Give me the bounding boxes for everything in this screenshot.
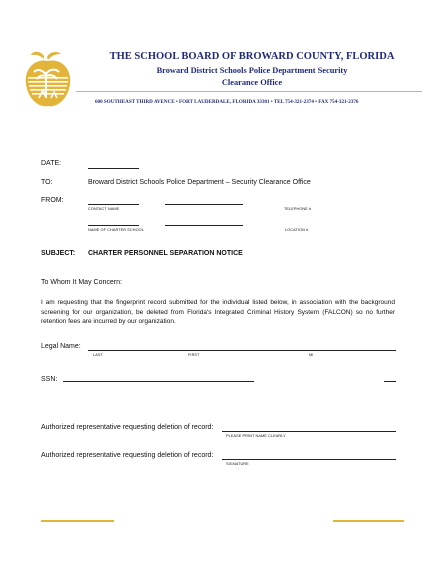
auth-print-label: Authorized representative requesting deletion of record: — [41, 424, 214, 431]
last-name-caption: LAST — [93, 353, 103, 357]
telephone-caption: TELEPHONE # — [284, 207, 312, 211]
from-label: FROM: — [41, 197, 64, 204]
contact-name-line[interactable] — [88, 204, 139, 205]
first-name-caption: FIRST — [188, 353, 200, 357]
auth-signature-label: Authorized representative requesting deletion of record: — [41, 452, 214, 459]
subject-label: SUBJECT: — [41, 250, 76, 257]
charter-school-line[interactable] — [88, 225, 139, 226]
letterhead-subtitle-line2: Clearance Office — [221, 78, 283, 87]
footer-accent-left — [41, 520, 114, 522]
header-divider — [76, 91, 422, 92]
to-label: TO: — [41, 179, 53, 186]
auth-print-caption: PLEASE PRINT NAME CLEARLY — [226, 434, 286, 438]
date-field-line[interactable] — [88, 168, 139, 169]
letterhead-address: 600 SOUTHEAST THIRD AVENCE • FORT LAUDERDALE, FLORIDA 33301 • TEL 754-321-2374 • FAX 754-321-2376 — [95, 99, 359, 105]
auth-signature-line[interactable] — [222, 459, 396, 460]
legal-name-line[interactable] — [88, 350, 396, 351]
legal-name-label: Legal Name: — [41, 343, 81, 350]
contact-name-caption: CONTACT NAME — [88, 207, 120, 211]
date-label: DATE: — [41, 160, 62, 167]
to-value: Broward District Schools Police Department – Security Clearance Office — [88, 179, 311, 186]
footer-accent-right — [333, 520, 404, 522]
middle-initial-caption: MI — [309, 353, 314, 357]
auth-signature-caption: SIGNATURE — [226, 462, 249, 466]
ssn-extra-line[interactable] — [384, 381, 396, 382]
charter-school-caption: NAME OF CHARTER SCHOOL — [88, 228, 144, 232]
location-caption: LOCATION # — [285, 228, 309, 232]
school-board-logo-icon — [22, 50, 74, 110]
salutation: To Whom It May Concern: — [41, 279, 122, 286]
auth-print-line[interactable] — [222, 431, 396, 432]
subject-value: CHARTER PERSONNEL SEPARATION NOTICE — [88, 250, 243, 257]
letterhead-title: THE SCHOOL BOARD OF BROWARD COUNTY, FLORIDA — [109, 51, 395, 62]
letterhead-subtitle-line1: Broward District Schools Police Department Security — [156, 66, 348, 75]
location-line[interactable] — [165, 225, 243, 226]
ssn-line[interactable] — [63, 381, 254, 382]
request-paragraph: I am requesting that the fingerprint record submitted for the individual listed below, in association with the background screening for our organization, be deleted from Florida's Integrated Criminal History System (FALCON) so no further retention fees are incurred by our organization. — [41, 299, 395, 325]
ssn-label: SSN: — [41, 376, 58, 383]
telephone-line[interactable] — [165, 204, 243, 205]
